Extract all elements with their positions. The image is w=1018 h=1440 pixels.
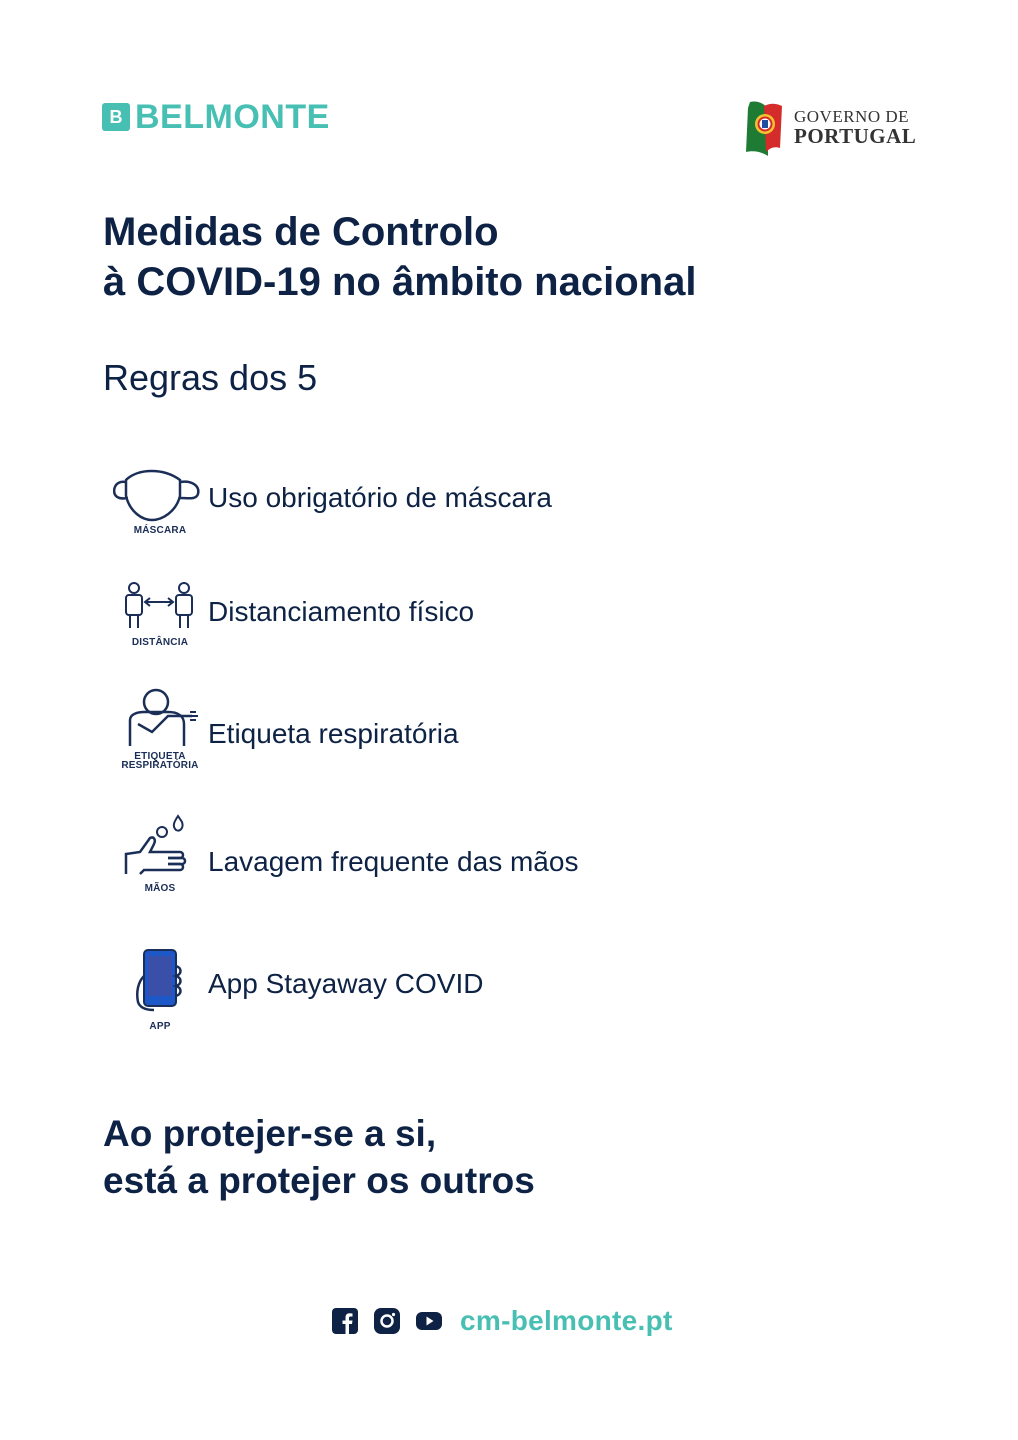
rule-item-distance bbox=[100, 578, 700, 678]
hands-icon-label: MÃOS bbox=[144, 883, 176, 894]
rule-item-respiratory bbox=[100, 686, 700, 786]
gov-logo-line1: GOVERNO DE bbox=[794, 106, 910, 126]
hand-wash-icon bbox=[104, 812, 208, 912]
closing-line2: está a protejer os outros bbox=[103, 1160, 535, 1201]
rule-item-app bbox=[100, 946, 700, 1046]
rule-text-respiratory: Etiqueta respiratória bbox=[208, 718, 459, 749]
facebook-icon[interactable] bbox=[332, 1308, 358, 1334]
closing-line1: Ao protejer-se a si, bbox=[103, 1113, 437, 1154]
mask-icon bbox=[104, 462, 208, 562]
phone-app-icon bbox=[104, 946, 208, 1046]
youtube-icon[interactable] bbox=[416, 1308, 442, 1334]
respiratory-etiquette-icon bbox=[104, 686, 208, 786]
rule-text-mask: Uso obrigatório de máscara bbox=[208, 482, 552, 513]
governo-de-portugal-logo bbox=[744, 98, 916, 156]
rule-text-app: App Stayaway COVID bbox=[208, 968, 484, 999]
belmonte-logo-mark: B bbox=[102, 103, 130, 131]
belmonte-logo-text: BELMONTE bbox=[135, 98, 330, 136]
belmonte-logo bbox=[102, 100, 330, 134]
website-link[interactable]: cm-belmonte.pt bbox=[460, 1305, 673, 1336]
instagram-icon[interactable] bbox=[374, 1308, 400, 1334]
page-title-line1: Medidas de Controlo bbox=[103, 210, 499, 254]
page-title-line2: à COVID-19 no âmbito nacional bbox=[103, 260, 697, 304]
rules-subtitle: Regras dos 5 bbox=[103, 357, 318, 398]
rule-item-hands bbox=[100, 812, 700, 912]
portugal-flag-icon bbox=[744, 98, 784, 156]
mask-icon-label: MÁSCARA bbox=[133, 525, 187, 536]
page-title bbox=[103, 207, 696, 307]
app-icon-label: APP bbox=[149, 1021, 171, 1032]
respiratory-icon-label-line2: RESPIRATÓRIA bbox=[121, 760, 199, 771]
rule-text-hands: Lavagem frequente das mãos bbox=[208, 846, 579, 877]
rule-item-mask bbox=[100, 462, 700, 562]
distance-icon bbox=[104, 578, 208, 678]
distance-icon-label: DISTÂNCIA bbox=[131, 637, 189, 648]
gov-logo-line2: PORTUGAL bbox=[794, 123, 917, 148]
footer bbox=[332, 1304, 673, 1338]
rule-text-distance: Distanciamento físico bbox=[208, 596, 475, 627]
closing-message bbox=[103, 1110, 535, 1204]
respiratory-icon-label-line1: ETIQUETA bbox=[134, 751, 186, 762]
